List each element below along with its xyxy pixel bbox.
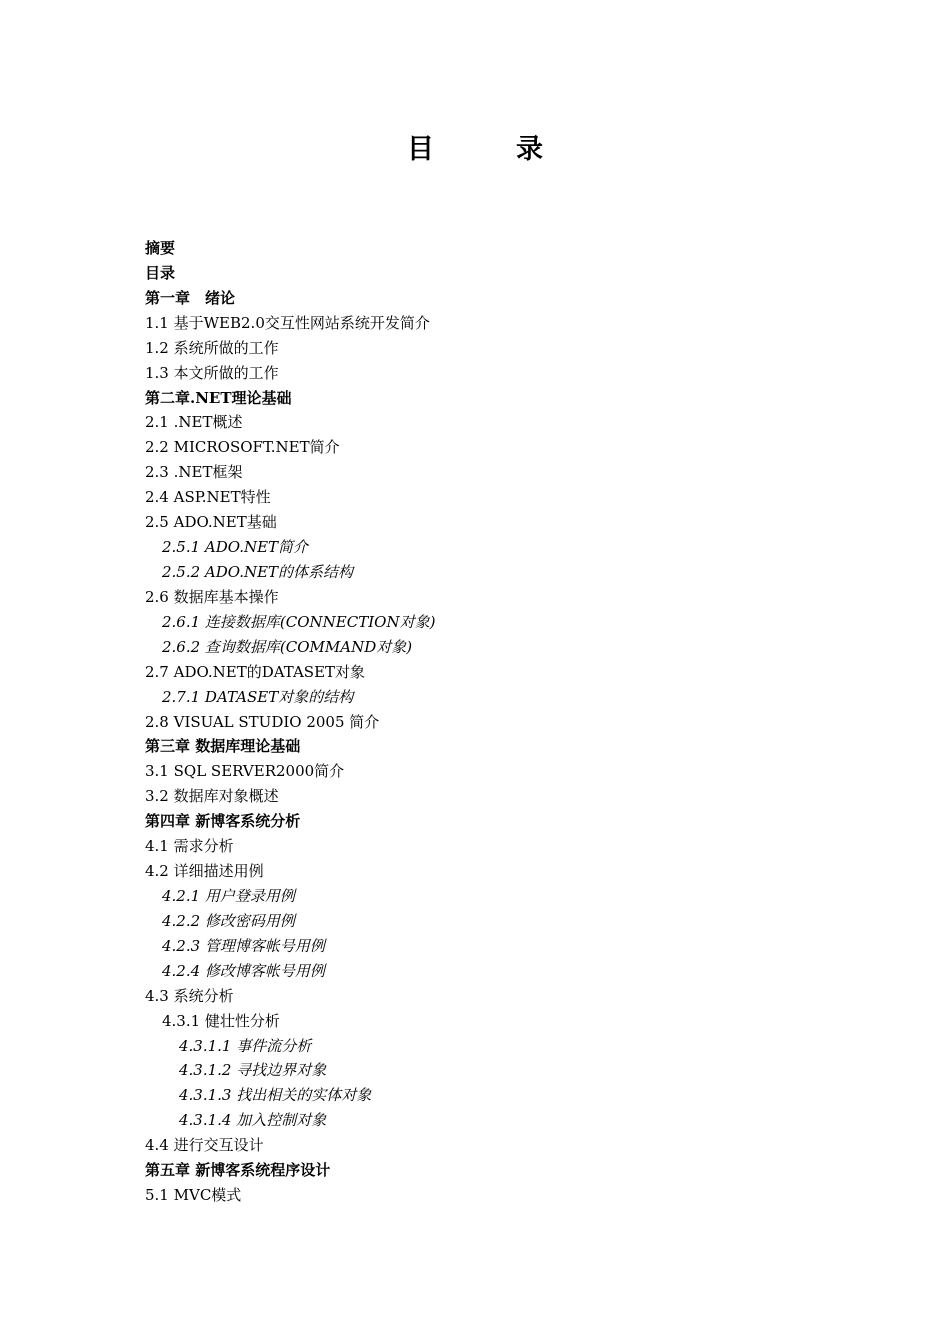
toc-entry[interactable]: 摘要 bbox=[145, 239, 176, 257]
toc-entry[interactable]: 3.2 数据库对象概述 bbox=[145, 787, 279, 806]
toc-entry[interactable]: 4.3.1.4 加入控制对象 bbox=[179, 1111, 327, 1130]
toc-entry[interactable]: 4.2 详细描述用例 bbox=[145, 862, 264, 881]
page-title-char-2: 录 bbox=[516, 134, 543, 165]
toc-entry[interactable]: 第三章 数据库理论基础 bbox=[145, 737, 301, 756]
toc-entry[interactable]: 2.8 VISUAL STUDIO 2005 简介 bbox=[145, 712, 380, 731]
toc-entry[interactable]: 2.1 .NET概述 bbox=[145, 413, 243, 432]
toc-entry[interactable]: 2.7 ADO.NET的DATASET对象 bbox=[145, 662, 366, 681]
toc-entry[interactable]: 2.5 ADO.NET基础 bbox=[145, 513, 277, 532]
toc-entry[interactable]: 4.3.1.2 寻找边界对象 bbox=[179, 1061, 327, 1080]
toc-entry[interactable]: 2.6.2 查询数据库(COMMAND对象) bbox=[162, 637, 413, 656]
toc-entry[interactable]: 4.3.1.1 事件流分析 bbox=[179, 1036, 312, 1055]
toc-entry[interactable]: 4.3.1 健壮性分析 bbox=[162, 1011, 280, 1030]
toc-entry[interactable]: 4.4 进行交互设计 bbox=[145, 1136, 264, 1155]
toc-entry[interactable]: 2.5.2 ADO.NET的体系结构 bbox=[162, 562, 354, 581]
toc-entry[interactable]: 2.2 MICROSOFT.NET简介 bbox=[145, 438, 340, 457]
toc-entry[interactable]: 2.7.1 DATASET对象的结构 bbox=[162, 687, 354, 706]
toc-entry[interactable]: 2.4 ASP.NET特性 bbox=[145, 488, 271, 507]
table-of-contents bbox=[145, 236, 845, 1208]
toc-entry[interactable]: 4.1 需求分析 bbox=[145, 837, 234, 856]
toc-entry[interactable]: 第一章 绪论 bbox=[145, 288, 236, 307]
toc-entry[interactable]: 2.5.1 ADO.NET简介 bbox=[162, 538, 309, 557]
toc-entry[interactable]: 第五章 新博客系统程序设计 bbox=[145, 1161, 331, 1180]
toc-entry[interactable]: 第四章 新博客系统分析 bbox=[145, 812, 301, 831]
toc-entry[interactable]: 4.2.1 用户登录用例 bbox=[162, 886, 295, 905]
toc-entry[interactable]: 4.2.4 修改博客帐号用例 bbox=[162, 961, 325, 980]
toc-entry[interactable]: 目录 bbox=[145, 263, 176, 282]
toc-entry[interactable]: 1.1 基于WEB2.0交互性网站系统开发简介 bbox=[145, 313, 430, 332]
toc-entry[interactable]: 4.3 系统分析 bbox=[145, 986, 234, 1005]
toc-entry[interactable]: 2.3 .NET框架 bbox=[145, 463, 243, 482]
toc-entry[interactable]: 4.3.1.3 找出相关的实体对象 bbox=[179, 1086, 372, 1105]
toc-entry[interactable]: 第二章.NET理论基础 bbox=[145, 388, 292, 407]
toc-entry[interactable]: 4.2.3 管理博客帐号用例 bbox=[162, 936, 325, 955]
toc-entry[interactable]: 2.6 数据库基本操作 bbox=[145, 587, 279, 606]
toc-entry[interactable]: 1.3 本文所做的工作 bbox=[145, 363, 279, 382]
toc-entry[interactable]: 5.1 MVC模式 bbox=[145, 1186, 242, 1205]
page-title bbox=[0, 130, 950, 170]
toc-entry[interactable]: 1.2 系统所做的工作 bbox=[145, 338, 279, 357]
toc-entry[interactable]: 4.2.2 修改密码用例 bbox=[162, 911, 295, 930]
toc-entry[interactable]: 2.6.1 连接数据库(CONNECTION对象) bbox=[162, 612, 436, 631]
page-title-char-1: 目 bbox=[407, 134, 434, 165]
toc-entry[interactable]: 3.1 SQL SERVER2000简介 bbox=[145, 762, 345, 781]
